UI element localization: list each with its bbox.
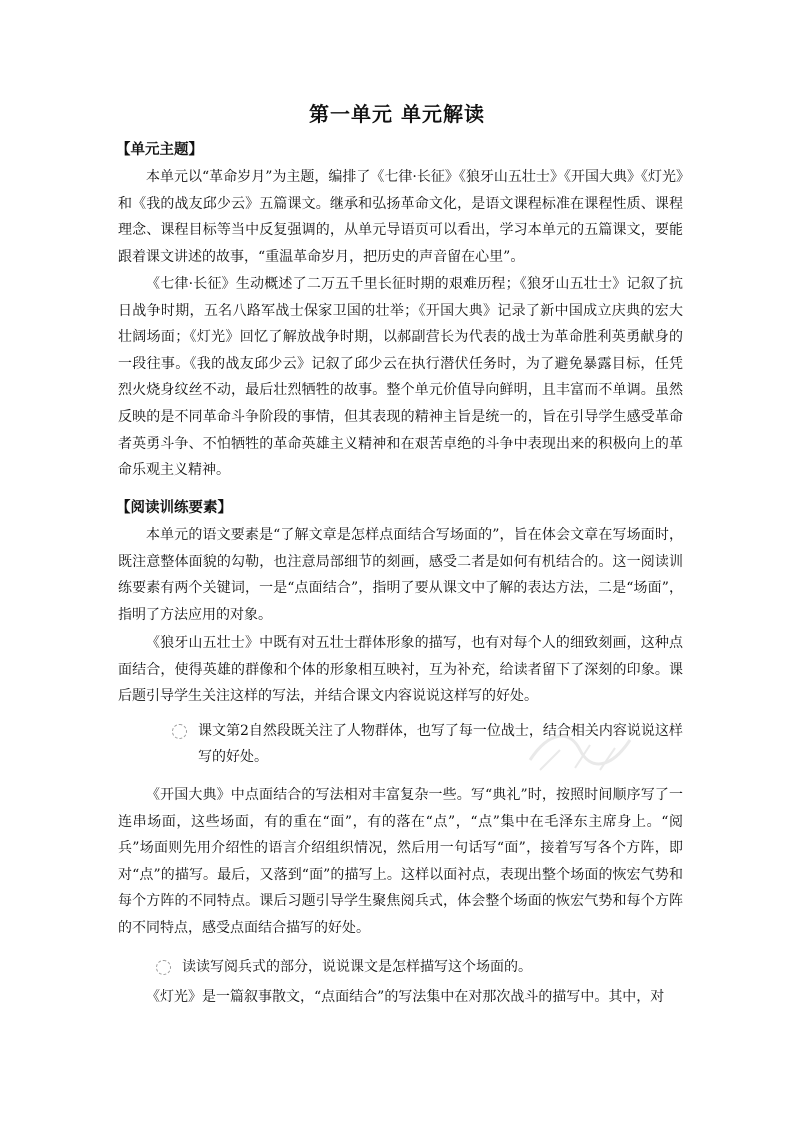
page-title: 第一单元 单元解读 bbox=[309, 102, 485, 126]
dashed-circle-icon bbox=[172, 724, 187, 739]
section-heading-unit-theme: 【单元主题】 bbox=[116, 142, 203, 158]
section-heading-reading-elements: 【阅读训练要素】 bbox=[116, 500, 232, 516]
task-text: 读读写阅兵式的部分，说说课文是怎样描写这个场面的。 bbox=[182, 959, 532, 975]
task-text: 课文第2自然段既关注了人物群体，也写了每一位战士，结合相关内容说说这样写的好处。 bbox=[198, 723, 683, 765]
paragraph-reading-element: 本单元的语文要素是“了解文章是怎样点面结合写场面的”，旨在体会文章在写场面时，既注意整体面貌的勾勒，也注意局部细节的刻画，感受二者是如何有机结合的。这一阅读训练要素有两个关键词，一是“点面结合”，指明了要从课文中了解的表达方法，二是“场面”，指明了方法应用的对象。 bbox=[118, 527, 683, 623]
paragraph-lamplight: 《灯光》是一篇叙事散文，“点面结合”的写法集中在对那次战斗的描写中。其中，对 bbox=[146, 989, 665, 1005]
paragraph-theme-intro: 本单元以“革命岁月”为主题，编排了《七律·长征》《狼牙山五壮士》《开国大典》《灯光》和《我的战友邱少云》五篇课文。继承和弘扬革命文化，是语文课程标准在课程性质、课程理念、课程目标等当中反复强调的，从单元导语页可以看出，学习本单元的五篇课文，要能跟着课文讲述的故事，“重温革命岁月，把历史的声音留在心里”。 bbox=[118, 169, 683, 265]
paragraph-lesson-summary: 《七律·长征》生动概述了二万五千里长征时期的艰难历程；《狼牙山五壮士》记叙了抗日战争时期，五名八路军战士保家卫国的壮举；《开国大典》记录了新中国成立庆典的宏大壮阔场面；《灯光》回忆了解放战争时期，以郝副营长为代表的战士为革命胜利英勇献身的一段往事。《我的战友邱少云》记叙了邱少云在执行潜伏任务时，为了避免暴露目标，任凭烈火烧身纹丝不动，最后壮烈牺牲的故事。整个单元价值导向鲜明，且丰富而不单调。虽然反映的是不同革命斗争阶段的事情，但其表现的精神主旨是统一的，旨在引导学生感受革命者英勇斗争、不怕牺牲的革命英雄主义精神和在艰苦卓绝的斗争中表现出来的积极向上的革命乐观主义精神。 bbox=[118, 276, 683, 479]
paragraph-founding-ceremony: 《开国大典》中点面结合的写法相对丰富复杂一些。写“典礼”时，按照时间顺序写了一连串场面，这些场面，有的重在“面”，有的落在“点”，“点”集中在毛泽东主席身上。“阅兵”场面则先用介绍性的语言介绍组织情况，然后用一句话写“面”，接着写写各个方阵，即对“点”的描写。最后，又落到“面”的描写上。这样以面衬点，表现出整个场面的恢宏气势和每个方阵的不同特点。课后习题引导学生聚焦阅兵式，体会整个场面的恢宏气势和每个方阵的不同特点，感受点面结合描写的好处。 bbox=[118, 787, 683, 936]
dashed-circle-icon bbox=[156, 960, 171, 975]
paragraph-langya-mountain: 《狼牙山五壮士》中既有对五壮士群体形象的描写，也有对每个人的细致刻画，这种点面结合，使得英雄的群像和个体的形象相互映衬，互为补充，给读者留下了深刻的印象。课后题引导学生关注这样的写法，并结合课文内容说说这样写的好处。 bbox=[118, 635, 683, 705]
watermark-logo-icon bbox=[520, 720, 640, 780]
task-item-2 bbox=[156, 954, 684, 980]
